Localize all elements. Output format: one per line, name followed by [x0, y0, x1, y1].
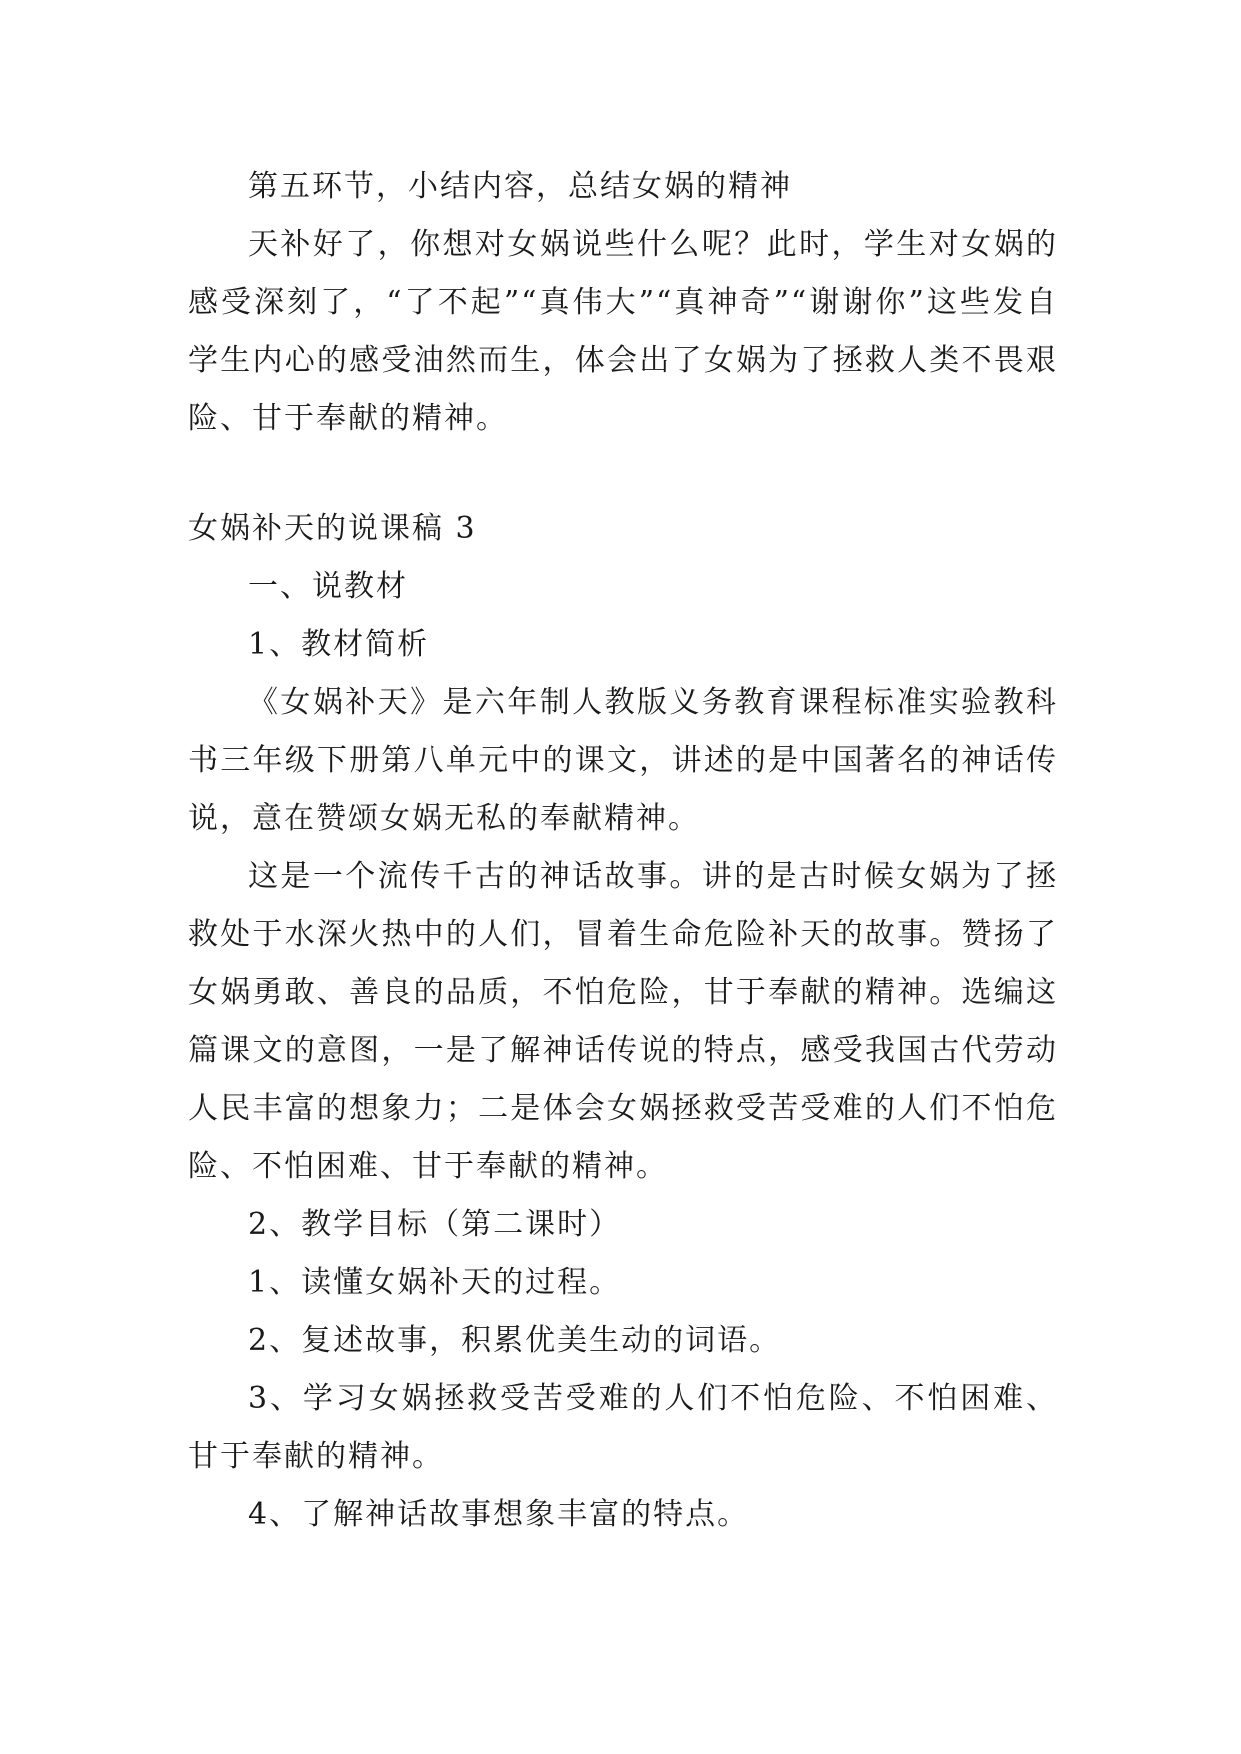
list-item-goal: 2、复述故事，积累优美生动的词语。 [248, 1323, 782, 1358]
paragraph-summary: 天补好了，你想对女娲说些什么呢？此时，学生对女娲的感受深刻了，“了不起”“真伟大”“真神奇”“谢谢你”这些发自学生内心的感受油然而生，体会出了女娲为了拯救人类不畏艰险、甘于奉献的精神。 [188, 227, 1058, 436]
paragraph-story-summary: 这是一个流传千古的神话故事。讲的是古时候女娲为了拯救处于水深火热中的人们，冒着生命危险补天的故事。赞扬了女娲勇敢、善良的品质，不怕危险，甘于奉献的精神。选编这篇课文的意图，一是了解神话传说的特点，感受我国古代劳动人民丰富的想象力；二是体会女娲拯救受苦受难的人们不怕危险、不怕困难、甘于奉献的精神。 [188, 859, 1058, 1184]
list-item-goal: 1、读懂女娲补天的过程。 [248, 1265, 622, 1300]
heading-teaching-goals: 2、教学目标（第二课时） [248, 1207, 622, 1242]
document-body [188, 158, 1058, 1544]
subheading-fifth-step: 第五环节，小结内容，总结女娲的精神 [248, 169, 792, 204]
section-title: 女娲补天的说课稿 3 [188, 511, 477, 546]
heading-textbook-analysis: 1、教材简析 [248, 627, 430, 662]
heading-textbook: 一、说教材 [248, 569, 408, 604]
paragraph-textbook-intro: 《女娲补天》是六年制人教版义务教育课程标准实验教科书三年级下册第八单元中的课文，讲述的是中国著名的神话传说，意在赞颂女娲无私的奉献精神。 [188, 685, 1058, 836]
list-item-goal: 4、了解神话故事想象丰富的特点。 [248, 1497, 750, 1532]
list-item-goal: 3、学习女娲拯救受苦受难的人们不怕危险、不怕困难、甘于奉献的精神。 [188, 1381, 1058, 1474]
